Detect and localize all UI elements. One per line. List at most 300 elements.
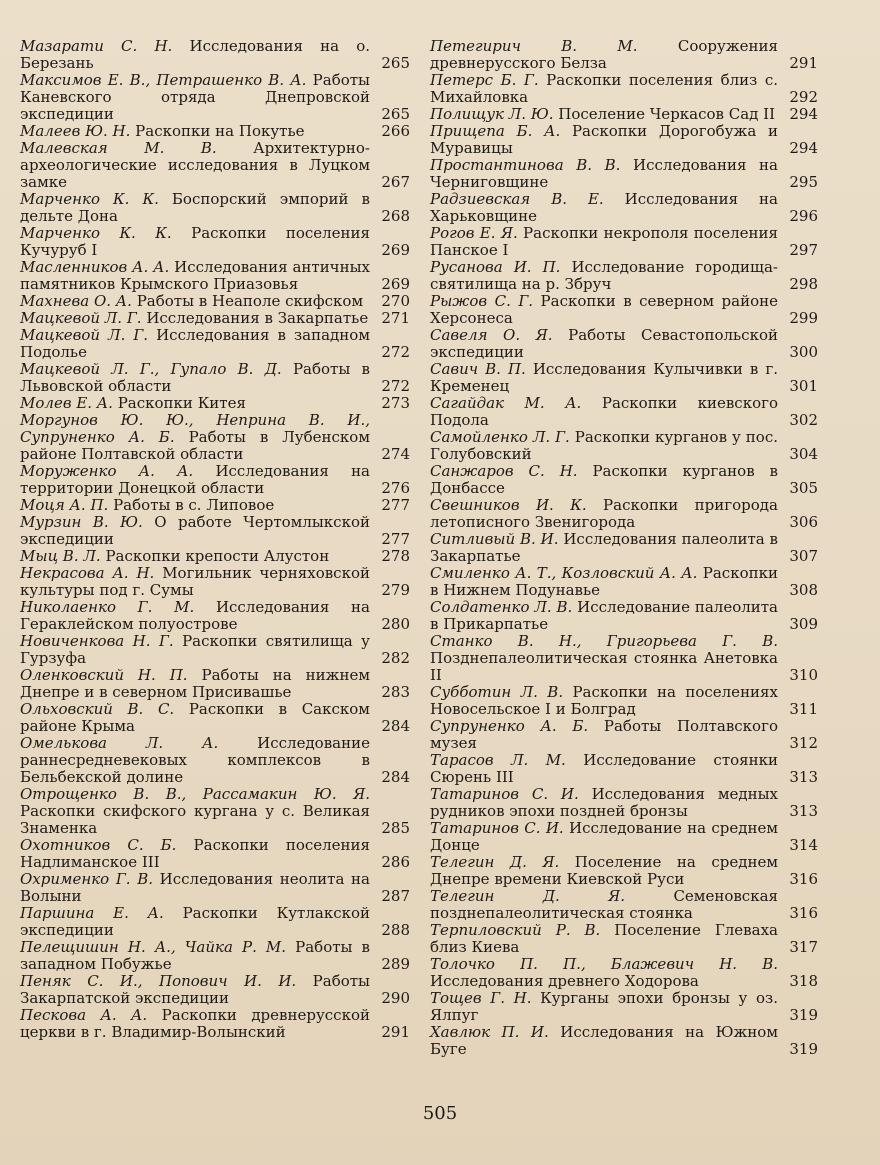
entry-page-number: 311 bbox=[789, 700, 818, 718]
entry-title: Раскопки в северном районе Херсонеса bbox=[430, 292, 778, 327]
entry-author: Охотников С. Б. bbox=[20, 836, 177, 854]
entry-page-number: 292 bbox=[789, 88, 818, 106]
entry-page-number: 316 bbox=[789, 870, 818, 888]
index-entry bbox=[430, 531, 818, 565]
entry-author: Тарасов Л. М. bbox=[430, 751, 566, 769]
entry-page-number: 299 bbox=[789, 309, 818, 327]
index-entry bbox=[20, 72, 410, 123]
entry-title: Поселение Глеваха близ Киева bbox=[430, 921, 778, 956]
page-number: 505 bbox=[422, 1103, 458, 1124]
entry-page-number: 278 bbox=[381, 547, 410, 565]
entry-title: О работе Чертомлыкской экспедиции bbox=[20, 513, 370, 548]
entry-author: Пелещишин Н. А., Чайка Р. М. bbox=[20, 938, 287, 956]
entry-text bbox=[430, 1024, 788, 1058]
entry-title: Архитектурно-археологические исследования в Луцком замке bbox=[20, 139, 370, 191]
entry-text bbox=[430, 106, 788, 123]
entry-page-number: 301 bbox=[789, 377, 818, 395]
entry-text bbox=[20, 191, 380, 225]
index-entry bbox=[430, 361, 818, 395]
entry-page-number: 319 bbox=[789, 1040, 818, 1058]
entry-title: Работы Севастопольской экспедиции bbox=[430, 326, 778, 361]
entry-title: Исследования на Харьковщине bbox=[430, 190, 778, 225]
entry-page-number: 309 bbox=[789, 615, 818, 633]
entry-author: Моргунов Ю. Ю., Неприна В. И., Супруненко А. Б. bbox=[20, 411, 370, 446]
entry-text bbox=[430, 38, 788, 72]
entry-title: Работы Полтавского музея bbox=[430, 717, 778, 752]
index-entry bbox=[430, 327, 818, 361]
entry-author: Малеев Ю. Н. bbox=[20, 122, 131, 140]
entry-page-number: 319 bbox=[789, 1006, 818, 1024]
entry-text bbox=[430, 888, 788, 922]
entry-page-number: 314 bbox=[789, 836, 818, 854]
entry-author: Полищук Л. Ю. bbox=[430, 105, 554, 123]
entry-page-number: 284 bbox=[381, 768, 410, 786]
entry-title: Работы на нижнем Днепре и в северном Присивашье bbox=[20, 666, 370, 701]
entry-text bbox=[20, 667, 380, 701]
index-entry bbox=[20, 191, 410, 225]
entry-author: Смиленко А. Т., Козловский А. А. bbox=[430, 564, 698, 582]
entry-author: Омелькова Л. А. bbox=[20, 734, 219, 752]
index-entry bbox=[20, 123, 410, 140]
index-entry bbox=[20, 327, 410, 361]
entry-text bbox=[20, 38, 380, 72]
entry-page-number: 276 bbox=[381, 479, 410, 497]
entry-text bbox=[430, 72, 788, 106]
entry-title: Исследования на Черниговщине bbox=[430, 156, 778, 191]
entry-text bbox=[20, 327, 380, 361]
entry-text bbox=[20, 259, 380, 293]
entry-author: Телегин Д. Я. bbox=[430, 853, 560, 871]
index-entry bbox=[430, 854, 818, 888]
index-entry bbox=[20, 667, 410, 701]
entry-title: Раскопки древнерусской церкви в г. Владимир-Волынский bbox=[20, 1006, 370, 1041]
index-entry bbox=[430, 429, 818, 463]
entry-title: Исследование городища-святилища на р. Збруч bbox=[430, 258, 778, 293]
entry-page-number: 274 bbox=[381, 445, 410, 463]
entry-page-number: 297 bbox=[789, 241, 818, 259]
entry-author: Рогов Е. Я. bbox=[430, 224, 518, 242]
entry-title: Раскопки пригорода летописного Звенигорода bbox=[430, 496, 778, 531]
entry-page-number: 273 bbox=[381, 394, 410, 412]
entry-text bbox=[430, 854, 788, 888]
entry-title: Раскопки киевского Подола bbox=[430, 394, 778, 429]
entry-text bbox=[20, 463, 380, 497]
entry-title: Раскопки некрополя поселения Панское I bbox=[430, 224, 778, 259]
entry-text bbox=[430, 497, 788, 531]
entry-page-number: 282 bbox=[381, 649, 410, 667]
entry-title: Раскопки курганов у пос. Голубовский bbox=[430, 428, 778, 463]
entry-text bbox=[430, 429, 788, 463]
entry-page-number: 294 bbox=[789, 105, 818, 123]
entry-text bbox=[20, 293, 380, 310]
entry-page-number: 268 bbox=[381, 207, 410, 225]
entry-page-number: 270 bbox=[381, 292, 410, 310]
entry-text bbox=[20, 310, 380, 327]
index-entry bbox=[20, 735, 410, 786]
index-entry bbox=[20, 633, 410, 667]
entry-title: Раскопки курганов в Донбассе bbox=[430, 462, 778, 497]
entry-title: Раскопки святилища у Гурзуфа bbox=[20, 632, 370, 667]
entry-page-number: 285 bbox=[381, 819, 410, 837]
right-column bbox=[430, 38, 818, 1058]
entry-author: Радзиевская В. Е. bbox=[430, 190, 604, 208]
index-entry bbox=[430, 1024, 818, 1058]
entry-author: Некрасова А. Н. bbox=[20, 564, 155, 582]
entry-author: Мацкевой Л. Г. bbox=[20, 309, 142, 327]
index-entry bbox=[430, 293, 818, 327]
entry-author: Прищепа Б. А. bbox=[430, 122, 561, 140]
entry-page-number: 298 bbox=[789, 275, 818, 293]
entry-title: Раскопки поселения Кучуруб I bbox=[20, 224, 370, 259]
entry-title: Раскопки Китея bbox=[117, 394, 246, 412]
entry-page-number: 296 bbox=[789, 207, 818, 225]
entry-author: Супруненко А. Б. bbox=[430, 717, 589, 735]
entry-text bbox=[20, 225, 380, 259]
entry-title: Раскопки поселения Надлиманское III bbox=[20, 836, 370, 871]
index-entry bbox=[20, 786, 410, 837]
entry-title: Исследования в Закарпатье bbox=[146, 309, 369, 327]
entry-title: Раскопки поселения близ с. Михайловка bbox=[430, 71, 779, 106]
entry-author: Простантинова В. В. bbox=[430, 156, 621, 174]
entry-author: Молев Е. А. bbox=[20, 394, 113, 412]
entry-text bbox=[430, 327, 788, 361]
entry-author: Рыжов С. Г. bbox=[430, 292, 534, 310]
entry-title: Раскопки на поселениях Новосельское I и Болград bbox=[430, 683, 778, 718]
entry-page-number: 312 bbox=[789, 734, 818, 752]
entry-title: Исследования на территории Донецкой области bbox=[20, 462, 371, 497]
index-entry bbox=[430, 106, 818, 123]
index-entry bbox=[20, 939, 410, 973]
entry-text bbox=[430, 361, 788, 395]
entry-page-number: 304 bbox=[789, 445, 818, 463]
entry-author: Мазарати С. Н. bbox=[20, 37, 173, 55]
entry-page-number: 318 bbox=[789, 972, 818, 990]
index-entry bbox=[430, 922, 818, 956]
entry-author: Максимов Е. В., Петрашенко В. А. bbox=[20, 71, 307, 89]
entry-author: Станко В. Н., Григорьева Г. В. bbox=[430, 632, 778, 650]
entry-author: Телегин Д. Я. bbox=[430, 887, 626, 905]
index-entry bbox=[20, 973, 410, 1007]
entry-author: Пеняк С. И., Попович И. И. bbox=[20, 972, 297, 990]
entry-page-number: 279 bbox=[381, 581, 410, 599]
entry-page-number: 289 bbox=[381, 955, 410, 973]
entry-title: Исследования палеолита в Закарпатье bbox=[430, 530, 779, 565]
entry-page-number: 277 bbox=[381, 530, 410, 548]
entry-title: Исследование палеолита в Прикарпатье bbox=[430, 598, 778, 633]
entry-page-number: 277 bbox=[381, 496, 410, 514]
index-entry bbox=[430, 599, 818, 633]
entry-title: Раскопки на Покутье bbox=[135, 122, 305, 140]
entry-text bbox=[430, 752, 788, 786]
index-entry bbox=[20, 293, 410, 310]
entry-author: Русанова И. П. bbox=[430, 258, 561, 276]
entry-author: Масленников А. А. bbox=[20, 258, 170, 276]
index-entry bbox=[20, 412, 410, 463]
index-entry bbox=[430, 752, 818, 786]
index-entry bbox=[20, 310, 410, 327]
index-entry bbox=[20, 514, 410, 548]
entry-author: Свешников И. К. bbox=[430, 496, 587, 514]
entry-title: Раскопки в Сакском районе Крыма bbox=[20, 700, 370, 735]
index-entry bbox=[20, 599, 410, 633]
entry-text bbox=[20, 565, 380, 599]
entry-title: Исследования древнего Ходорова bbox=[430, 972, 699, 990]
entry-title: Позднепалеолитическая стоянка Анетовка II bbox=[430, 649, 778, 684]
entry-page-number: 271 bbox=[381, 309, 410, 327]
entry-author: Мацкевой Л. Г., Гупало В. Д. bbox=[20, 360, 282, 378]
entry-title: Исследования неолита на Волыни bbox=[20, 870, 370, 905]
index-entry bbox=[430, 157, 818, 191]
entry-page-number: 272 bbox=[381, 343, 410, 361]
entry-title: Работы в с. Липовое bbox=[113, 496, 275, 514]
index-entry bbox=[20, 1007, 410, 1041]
entry-title: Поселение Черкасов Сад II bbox=[558, 105, 776, 123]
entry-page-number: 269 bbox=[381, 241, 410, 259]
entry-title: Исследования на Южном Буге bbox=[430, 1023, 778, 1058]
index-entry bbox=[20, 140, 410, 191]
entry-title: Раскопки в Нижнем Подунавье bbox=[430, 564, 778, 599]
entry-title: Исследования античных памятников Крымского Приазовья bbox=[20, 258, 370, 293]
entry-text bbox=[430, 157, 788, 191]
entry-text bbox=[430, 956, 788, 990]
entry-author: Толочко П. П., Блажевич Н. В. bbox=[430, 955, 778, 973]
entry-author: Татаринов С. И. bbox=[430, 819, 564, 837]
index-entry bbox=[20, 259, 410, 293]
entry-page-number: 265 bbox=[381, 54, 410, 72]
entry-text bbox=[430, 684, 788, 718]
entry-page-number: 316 bbox=[789, 904, 818, 922]
entry-page-number: 313 bbox=[789, 802, 818, 820]
entry-page-number: 306 bbox=[789, 513, 818, 531]
entry-page-number: 267 bbox=[381, 173, 410, 191]
entry-page-number: 288 bbox=[381, 921, 410, 939]
index-entry bbox=[430, 38, 818, 72]
entry-author: Савеля О. Я. bbox=[430, 326, 553, 344]
index-entry bbox=[430, 956, 818, 990]
index-entry bbox=[430, 990, 818, 1024]
entry-page-number: 291 bbox=[381, 1023, 410, 1041]
entry-author: Тощев Г. Н. bbox=[430, 989, 532, 1007]
entry-title: Исследования медных рудников эпохи поздней бронзы bbox=[430, 785, 778, 820]
entry-page-number: 295 bbox=[789, 173, 818, 191]
entry-text bbox=[20, 837, 380, 871]
index-entry bbox=[20, 548, 410, 565]
entry-text bbox=[430, 463, 788, 497]
entry-title: Исследования в западном Подолье bbox=[20, 326, 370, 361]
entry-text bbox=[20, 599, 380, 633]
entry-text bbox=[430, 922, 788, 956]
entry-page-number: 284 bbox=[381, 717, 410, 735]
index-entry bbox=[20, 38, 410, 72]
entry-page-number: 300 bbox=[789, 343, 818, 361]
index-entry bbox=[430, 259, 818, 293]
entry-title: Раскопки Кутлакской экспедиции bbox=[20, 904, 370, 939]
index-entry bbox=[430, 633, 818, 684]
entry-text bbox=[430, 718, 788, 752]
index-entry bbox=[430, 191, 818, 225]
entry-page-number: 291 bbox=[789, 54, 818, 72]
entry-text bbox=[430, 990, 788, 1024]
index-entry bbox=[20, 395, 410, 412]
entry-author: Пескова А. А. bbox=[20, 1006, 148, 1024]
entry-text bbox=[430, 786, 788, 820]
entry-text bbox=[430, 259, 788, 293]
entry-title: Раскопки крепости Алустон bbox=[105, 547, 330, 565]
entry-title: Семеновская позднепалеолитическая стоянка bbox=[430, 887, 778, 922]
entry-author: Хавлюк П. И. bbox=[430, 1023, 549, 1041]
entry-title: Работы в Львовской области bbox=[20, 360, 370, 395]
entry-author: Мыц В. Л. bbox=[20, 547, 101, 565]
entry-page-number: 302 bbox=[789, 411, 818, 429]
entry-text bbox=[20, 633, 380, 667]
entry-text bbox=[20, 701, 380, 735]
entry-text bbox=[20, 786, 380, 837]
left-column bbox=[20, 38, 410, 1041]
entry-author: Петерс Б. Г. bbox=[430, 71, 539, 89]
entry-text bbox=[430, 565, 788, 599]
index-entry bbox=[430, 718, 818, 752]
index-entry bbox=[430, 497, 818, 531]
entry-author: Санжаров С. Н. bbox=[430, 462, 578, 480]
entry-title: Исследования на Гераклейском полуострове bbox=[20, 598, 370, 633]
index-entry bbox=[20, 361, 410, 395]
entry-page-number: 287 bbox=[381, 887, 410, 905]
index-entry bbox=[20, 905, 410, 939]
entry-author: Марченко К. К. bbox=[20, 190, 159, 208]
entry-text bbox=[430, 395, 788, 429]
entry-author: Отрощенко В. В., Рассамакин Ю. Я. bbox=[20, 785, 370, 803]
entry-text bbox=[20, 140, 380, 191]
entry-author: Охрименко Г. В. bbox=[20, 870, 153, 888]
index-entry bbox=[430, 565, 818, 599]
entry-author: Ольховский В. С. bbox=[20, 700, 175, 718]
entry-page-number: 272 bbox=[381, 377, 410, 395]
entry-title: Исследование раннесредневековых комплексов в Бельбекской долине bbox=[20, 734, 370, 786]
entry-title: Исследования на о. Березань bbox=[20, 37, 370, 72]
entry-author: Николаенко Г. М. bbox=[20, 598, 195, 616]
entry-text bbox=[430, 820, 788, 854]
entry-text bbox=[20, 497, 380, 514]
entry-author: Солдатенко Л. В. bbox=[430, 598, 573, 616]
index-entry bbox=[20, 565, 410, 599]
entry-title: Работы в Неаполе скифском bbox=[136, 292, 364, 310]
entry-author: Самойленко Л. Г. bbox=[430, 428, 570, 446]
entry-page-number: 265 bbox=[381, 105, 410, 123]
entry-author: Моруженко А. А. bbox=[20, 462, 194, 480]
index-entry bbox=[430, 820, 818, 854]
entry-author: Малевская М. В. bbox=[20, 139, 217, 157]
entry-author: Паршина Е. А. bbox=[20, 904, 164, 922]
entry-page-number: 283 bbox=[381, 683, 410, 701]
index-entry bbox=[430, 72, 818, 106]
entry-page-number: 269 bbox=[381, 275, 410, 293]
entry-title: Поселение на среднем Днепре времени Киевской Руси bbox=[430, 853, 778, 888]
entry-page-number: 305 bbox=[789, 479, 818, 497]
entry-text bbox=[20, 395, 380, 412]
entry-author: Сагайдак М. А. bbox=[430, 394, 582, 412]
index-entry bbox=[430, 684, 818, 718]
entry-page-number: 280 bbox=[381, 615, 410, 633]
index-entry bbox=[430, 123, 818, 157]
entry-author: Махнева О. А. bbox=[20, 292, 132, 310]
entry-page-number: 310 bbox=[789, 666, 818, 684]
entry-text bbox=[430, 599, 788, 633]
index-entry bbox=[430, 463, 818, 497]
entry-page-number: 286 bbox=[381, 853, 410, 871]
entry-title: Боспорский эмпорий в дельте Дона bbox=[20, 190, 370, 225]
entry-author: Новиченкова Н. Г. bbox=[20, 632, 174, 650]
index-entry bbox=[20, 871, 410, 905]
entry-text bbox=[430, 225, 788, 259]
entry-text bbox=[20, 72, 380, 123]
entry-author: Субботин Л. В. bbox=[430, 683, 564, 701]
entry-page-number: 290 bbox=[381, 989, 410, 1007]
entry-author: Марченко К. К. bbox=[20, 224, 172, 242]
index-entry bbox=[20, 225, 410, 259]
entry-text bbox=[20, 939, 380, 973]
entry-author: Оленковский Н. П. bbox=[20, 666, 188, 684]
entry-text bbox=[20, 973, 380, 1007]
entry-author: Петегирич В. М. bbox=[430, 37, 638, 55]
entry-text bbox=[430, 633, 788, 684]
entry-author: Терпиловский Р. В. bbox=[430, 921, 601, 939]
index-entry bbox=[430, 225, 818, 259]
entry-text bbox=[20, 871, 380, 905]
entry-text bbox=[20, 735, 380, 786]
entry-title: Курганы эпохи бронзы у оз. Ялпуг bbox=[430, 989, 778, 1024]
entry-author: Савич В. П. bbox=[430, 360, 526, 378]
entry-title: Работы Каневского отряда Днепровской экспедиции bbox=[20, 71, 370, 123]
entry-text bbox=[430, 293, 788, 327]
entry-title: Могильник черняховской культуры под г. Сумы bbox=[20, 564, 370, 599]
entry-title: Работы в Лубенском районе Полтавской области bbox=[20, 428, 370, 463]
entry-author: Татаринов С. И. bbox=[430, 785, 579, 803]
index-entry bbox=[20, 701, 410, 735]
entry-text bbox=[20, 1007, 380, 1041]
index-entry bbox=[430, 786, 818, 820]
entry-title: Работы в западном Побужье bbox=[20, 938, 370, 973]
entry-text bbox=[20, 412, 380, 463]
entry-page-number: 308 bbox=[789, 581, 818, 599]
entry-author: Ситливый В. И. bbox=[430, 530, 559, 548]
entry-page-number: 294 bbox=[789, 139, 818, 157]
entry-author: Мацкевой Л. Г. bbox=[20, 326, 149, 344]
entry-page-number: 317 bbox=[789, 938, 818, 956]
entry-page-number: 307 bbox=[789, 547, 818, 565]
entry-title: Исследования Кулычивки в г. Кременец bbox=[430, 360, 778, 395]
entry-text bbox=[20, 123, 380, 140]
index-entry bbox=[430, 888, 818, 922]
entry-text bbox=[20, 514, 380, 548]
index-entry bbox=[430, 395, 818, 429]
entry-text bbox=[20, 361, 380, 395]
entry-text bbox=[430, 191, 788, 225]
index-entry bbox=[20, 837, 410, 871]
entry-author: Моця А. П. bbox=[20, 496, 109, 514]
entry-title: Раскопки Дорогобужа и Муравицы bbox=[430, 122, 778, 157]
entry-title: Сооружения древнерусского Белза bbox=[430, 37, 778, 72]
entry-text bbox=[430, 531, 788, 565]
entry-title: Исследование на среднем Донце bbox=[430, 819, 778, 854]
entry-page-number: 313 bbox=[789, 768, 818, 786]
entry-page-number: 266 bbox=[381, 122, 410, 140]
entry-author: Мурзин В. Ю. bbox=[20, 513, 143, 531]
entry-title: Раскопки скифского кургана у с. Великая Знаменка bbox=[20, 802, 370, 837]
entry-text bbox=[20, 905, 380, 939]
entry-text bbox=[430, 123, 788, 157]
entry-title: Исследование стоянки Сюрень III bbox=[430, 751, 778, 786]
entry-text bbox=[20, 548, 380, 565]
